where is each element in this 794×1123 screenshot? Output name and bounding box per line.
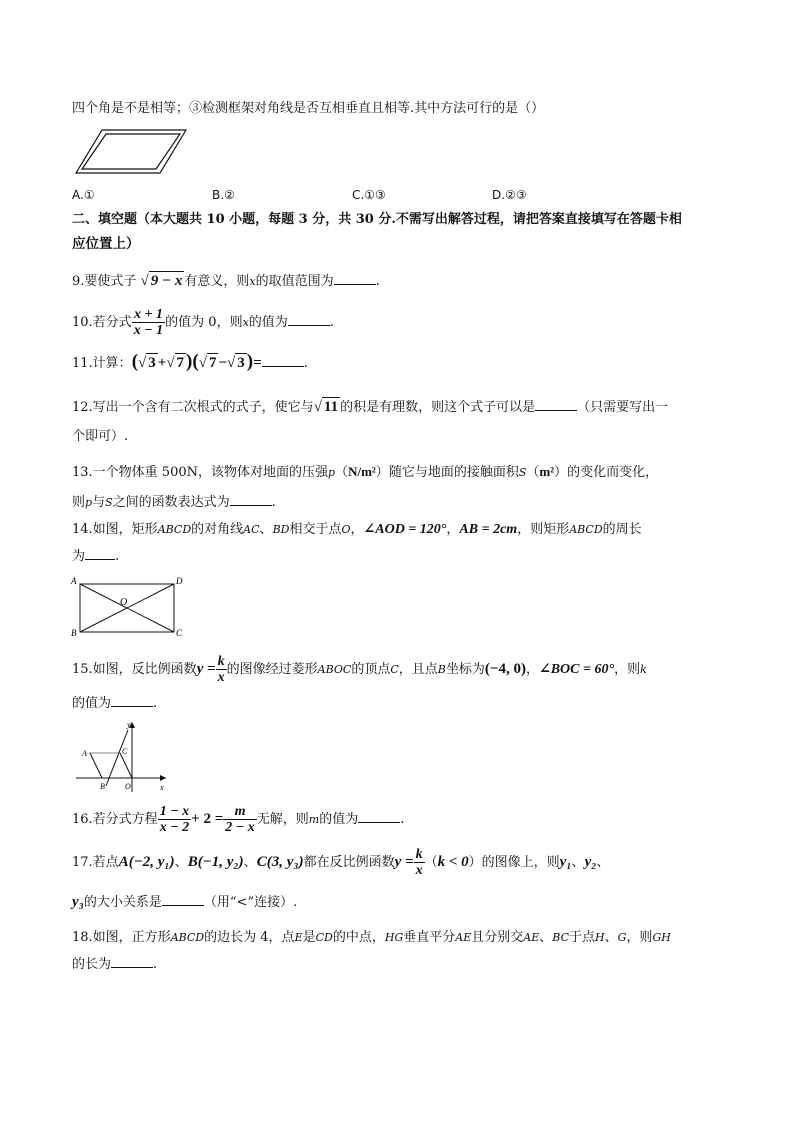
question-16: [72, 800, 404, 839]
q17-y1: y₁: [559, 854, 572, 870]
question-11: [72, 353, 308, 373]
q17-line2: 的大小关系是: [83, 895, 162, 910]
q14-ac: AC: [243, 523, 260, 536]
q15-line2: 的值为: [72, 696, 112, 711]
q16-n2: m: [223, 804, 256, 820]
q10-post: 的值为: [248, 315, 288, 330]
q17-answer-blank[interactable]: [162, 893, 204, 906]
q10-var: x: [242, 316, 249, 329]
q11-sqrt3: √ 7: [198, 355, 217, 371]
q13-line2-post: 之间的函数表达式为: [112, 495, 230, 510]
q11-sqrt1: √ 3: [138, 355, 156, 371]
q11-sqrt2: √ 7: [166, 355, 185, 371]
q10-num: x + 1: [132, 307, 165, 323]
q11-r3: 7: [208, 355, 217, 371]
q14-bd: BD: [272, 523, 290, 536]
fig15-label-c: C: [122, 747, 128, 756]
q14-sep: 、: [259, 522, 273, 537]
q11-lparen1: (: [131, 351, 139, 372]
q14-o: O: [341, 523, 351, 536]
q10-answer-blank[interactable]: [288, 313, 330, 326]
q13-line2-pre: 则: [72, 495, 86, 510]
q18-g: G: [617, 931, 627, 944]
q18-gh: GH: [652, 931, 671, 944]
q11-pre: 11.计算：: [72, 356, 132, 371]
q17-s3: 、: [571, 855, 585, 870]
q16-d1: x − 2: [159, 820, 190, 835]
fig15-label-b: B: [100, 782, 105, 791]
q18-mid5: 且分别交: [471, 930, 524, 945]
q14-end: .: [115, 549, 120, 564]
q16-mid: 无解，则: [256, 812, 309, 827]
q17-y: y =: [394, 854, 414, 870]
q17-c: C(3, y₃): [256, 854, 304, 870]
q15-mid3: ，且点: [398, 662, 438, 677]
q15-post: ，则: [614, 662, 641, 677]
fig15-label-y: y: [127, 720, 131, 729]
q11-answer-blank[interactable]: [262, 354, 304, 367]
q14-answer-blank[interactable]: [85, 547, 115, 560]
q18-bc: BC: [552, 931, 569, 944]
q18-answer-blank[interactable]: [111, 955, 153, 968]
q12-tail: （只需要写出一: [577, 400, 669, 415]
q11-r4: 3: [237, 355, 245, 371]
question-18: [72, 929, 671, 947]
q15-answer-blank[interactable]: [111, 694, 153, 707]
q13-p: p: [328, 466, 336, 479]
q18-end: .: [153, 957, 158, 972]
q13-p2: p: [85, 496, 93, 509]
section-title-line2: 应位置上）: [72, 236, 140, 252]
q12-sqrt: √ 11: [313, 399, 339, 415]
q11-equals: =: [253, 355, 262, 371]
q12-pre: 12.写出一个含有二次根式的式子，使它与: [72, 400, 314, 415]
q18-h: H: [595, 931, 605, 944]
q14-rect: ABCD: [157, 523, 192, 536]
q13-unit2: m²: [539, 464, 555, 479]
fig14-label-o: O: [120, 597, 128, 608]
question-14-line2: [72, 547, 119, 566]
fig14-label-a: A: [71, 576, 77, 586]
q18-mid7: ，则: [626, 930, 653, 945]
q18-hg: HG: [384, 931, 404, 944]
rhombus-figure: [72, 718, 172, 794]
fig15-label-x: x: [160, 783, 164, 792]
q14-mid2: 相交于点: [289, 522, 342, 537]
q13-unit1: N/m²: [348, 464, 376, 479]
q17-s1: 、: [174, 855, 188, 870]
q14-comma2: ，: [446, 522, 460, 537]
fig14-label-b: B: [71, 628, 77, 638]
question-17: [72, 843, 609, 882]
q17-y3: y₃: [72, 894, 84, 910]
q16-fraction2: [223, 804, 256, 835]
q15-comma: ，: [525, 662, 539, 677]
q9-post: 的取值范围为: [255, 274, 334, 289]
q9-sqrt: √ 9 − x: [140, 273, 183, 289]
question-15: [72, 650, 647, 689]
q13-pre: 13.一个物体重 500N，该物体对地面的压强: [72, 465, 328, 480]
q14-comma: ，: [350, 522, 364, 537]
q15-rh: ABOC: [317, 663, 352, 676]
q15-k: k: [640, 663, 647, 676]
q15-angle: ∠BOC = 60°: [538, 662, 615, 677]
q14-mid1: 的对角线: [191, 522, 244, 537]
q15-end: .: [153, 696, 158, 711]
q10-mid: 的值为 0，则: [165, 315, 243, 330]
q11-r1: 3: [148, 355, 156, 371]
question-13-line2: [72, 493, 276, 512]
rectangle-figure: [68, 574, 186, 642]
q18-mid6: 于点: [569, 930, 596, 945]
section-title-line1: 二、填空题（本大题共 10 小题，每题 3 分，共 30 分.不需写出解答过程，请把答案直接填写在答题卡相: [72, 212, 682, 227]
q17-num: k: [415, 847, 423, 862]
q16-end: .: [400, 812, 405, 827]
q15-y: y =: [196, 661, 216, 677]
q14-angle: ∠AOD = 120°: [363, 522, 447, 537]
q18-pre: 18.如图，正方形: [72, 930, 171, 945]
q12-radicand: 11: [323, 399, 339, 415]
q14-post: ，则矩形: [517, 522, 570, 537]
question-12: [72, 397, 668, 417]
q13-post: 的变化而变化，: [567, 465, 659, 480]
q17-y2: y₂: [584, 854, 597, 870]
q16-answer-blank[interactable]: [358, 810, 400, 823]
q10-fraction: [132, 307, 165, 338]
q17-a: A(−2, y₁): [118, 854, 175, 870]
q17-s2: 、: [243, 855, 257, 870]
parallelogram-figure: [74, 128, 189, 176]
q18-mid4: 垂直平分: [403, 930, 456, 945]
fig14-label-d: D: [176, 576, 183, 586]
question-15-line2: [72, 694, 157, 713]
q14-rect2: ABCD: [569, 523, 603, 536]
q15-b: B: [437, 663, 446, 676]
q18-sep: 、: [539, 930, 553, 945]
q13-end: .: [271, 495, 276, 510]
q16-m: m: [308, 813, 320, 826]
question-12-line2: [72, 428, 128, 446]
q17-pre: 17.若点: [72, 855, 119, 870]
q16-post: 的值为: [319, 812, 359, 827]
q16-fraction1: [158, 804, 191, 835]
q17-cond: （: [424, 855, 438, 870]
q15-mid4: 坐标为: [445, 662, 485, 677]
q18-e: E: [294, 931, 303, 944]
q8-option-a[interactable]: A.①: [72, 188, 95, 202]
q13-line2-mid: 与: [92, 495, 106, 510]
question-17-line2: [72, 893, 297, 912]
q15-fraction: [216, 654, 227, 685]
question-18-line2: [72, 955, 157, 974]
q16-n1: 1 − x: [159, 804, 190, 819]
question-14: [72, 521, 642, 539]
q18-sep2: 、: [604, 930, 618, 945]
q17-mid: 都在反比例函数: [303, 855, 395, 870]
q9-var: x: [249, 275, 256, 288]
q13-s: S: [518, 466, 527, 479]
q16-pre: 16.若分式方程: [72, 812, 158, 827]
q17-den: x: [415, 863, 423, 878]
q18-ae: AE: [455, 931, 472, 944]
q14-line2: 为: [72, 549, 86, 564]
fig14-label-c: C: [176, 628, 183, 638]
q15-coord: (−4, 0): [484, 661, 526, 677]
fig15-label-o: O: [125, 782, 131, 791]
q12-post: 的积是有理数，则这个式子可以是: [340, 400, 536, 415]
q15-pre: 15.如图，反比例函数: [72, 662, 197, 677]
q18-sq: ABCD: [170, 931, 205, 944]
q11-lparen2: (: [192, 351, 199, 372]
q8-option-d[interactable]: D.②③: [492, 188, 527, 202]
q11-rparen1: ): [186, 351, 193, 372]
q18-mid1: 的边长为 4，点: [204, 930, 295, 945]
q16-plus: + 2 =: [191, 811, 224, 827]
q9-mid: 有意义，则: [184, 274, 250, 289]
q8-option-c[interactable]: C.①③: [352, 188, 386, 202]
q13-s2: S: [105, 496, 113, 509]
fig15-label-a: A: [82, 749, 87, 758]
q10-den: x − 1: [133, 323, 164, 338]
q15-den: x: [217, 670, 225, 685]
question-10: [72, 304, 334, 342]
q12-answer-blank[interactable]: [535, 398, 577, 411]
q17-k: k < 0: [437, 854, 469, 870]
question-9: [72, 271, 380, 291]
q13-answer-blank[interactable]: [230, 493, 272, 506]
q11-r2: 7: [176, 355, 185, 371]
q17-cond2: ）的图像上，则: [468, 855, 560, 870]
q15-mid2: 的顶点: [351, 662, 391, 677]
q14-ab: AB = 2cm: [459, 522, 518, 537]
q15-c: C: [390, 663, 399, 676]
q9-end: .: [375, 274, 380, 289]
q18-mid2: 是: [302, 930, 316, 945]
q14-pre: 14.如图，矩形: [72, 522, 158, 537]
q14-post2: 的周长: [602, 522, 642, 537]
q11-plus: +: [157, 355, 167, 371]
q8-text: 四个角是不是相等；③检测框架对角线是否互相垂直且相等.其中方法可行的是（）: [72, 101, 545, 116]
q15-num: k: [217, 654, 225, 669]
q11-rparen2: ): [246, 351, 254, 372]
q17-s4: 、: [596, 855, 610, 870]
q17-fraction: [414, 847, 425, 878]
q8-option-b[interactable]: B.②: [212, 188, 235, 202]
q18-line2: 的长为: [72, 957, 112, 972]
q9-radicand: 9 − x: [150, 273, 183, 289]
q18-ae2: AE: [523, 931, 540, 944]
q10-end: .: [329, 315, 334, 330]
q9-pre: 9.要使式子: [72, 274, 137, 289]
q16-d2: 2 − x: [225, 820, 255, 835]
q17-b: B(−1, y₂): [187, 854, 244, 870]
q18-cd: CD: [315, 931, 333, 944]
q9-answer-blank[interactable]: [334, 272, 376, 285]
q13-mid: 随它与地面的接触面积: [388, 465, 519, 480]
q11-minus: −: [218, 355, 227, 371]
q12-line2: 个即可）.: [72, 429, 129, 444]
q10-pre: 10.若分式: [72, 315, 132, 330]
q15-mid: 的图像经过菱形: [226, 662, 318, 677]
section-heading: [72, 208, 732, 256]
question-13: 13.一个物体重 500N，该物体对地面的压强p（N/m²）随它与地面的接触面积S（m²）的变化而变化，: [72, 464, 659, 480]
q11-sqrt4: √ 3: [227, 355, 245, 371]
q11-end: .: [303, 356, 308, 371]
q18-mid3: 的中点，: [332, 930, 385, 945]
q17-line2-post: （用“<”连接）.: [203, 895, 298, 910]
